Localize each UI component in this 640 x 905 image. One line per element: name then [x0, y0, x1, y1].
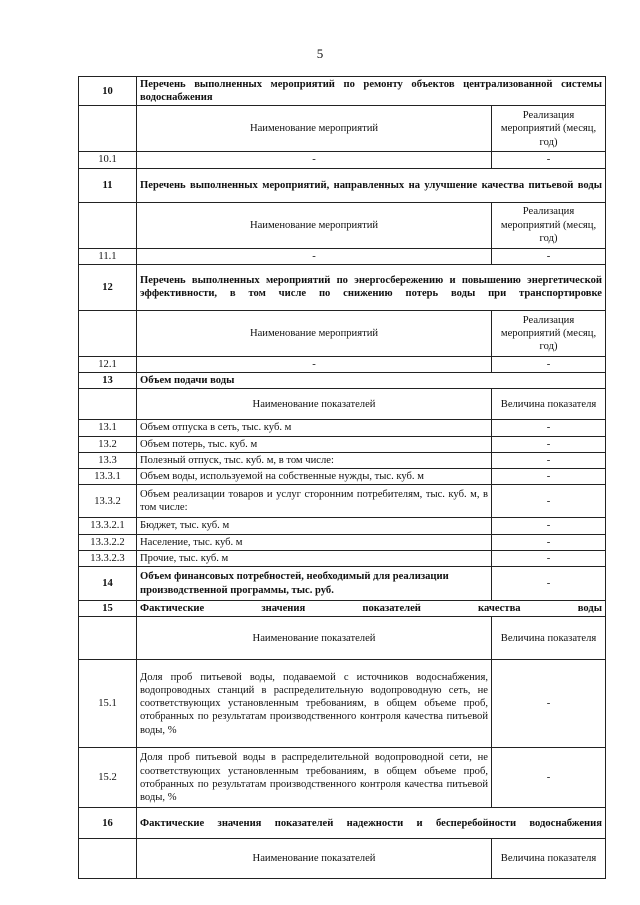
row-number: 15.2	[79, 748, 137, 808]
column-header-value: Реализация мероприятий (месяц, год)	[492, 106, 606, 152]
row-description: -	[137, 248, 492, 264]
column-header-name: Наименование мероприятий	[137, 202, 492, 248]
column-header-name: Наименование показателей	[137, 617, 492, 660]
row-number: 13.3.2.1	[79, 518, 137, 534]
row-number: 15	[79, 601, 137, 617]
table-row-section	[79, 168, 606, 202]
section-title: Фактические значения показателей надежности и бесперебойности водоснабжения	[137, 808, 606, 839]
row-description: Объем потерь, тыс. куб. м	[137, 436, 492, 452]
table-row-section	[79, 77, 606, 106]
row-value: -	[492, 485, 606, 518]
table-row-item	[79, 660, 606, 748]
section-title: Перечень выполненных мероприятий по ремонту объектов централизованной системы водоснабжения	[137, 77, 606, 106]
column-header-name: Наименование мероприятий	[137, 310, 492, 356]
row-number: 13.3.1	[79, 469, 137, 485]
column-header-value: Величина показателя	[492, 617, 606, 660]
row-number: 13	[79, 373, 137, 389]
table-row-bolditem	[79, 567, 606, 601]
row-description: Население, тыс. куб. м	[137, 534, 492, 550]
table-row-item	[79, 152, 606, 168]
row-number: 10	[79, 77, 137, 106]
row-number: 11.1	[79, 248, 137, 264]
row-value: -	[492, 152, 606, 168]
row-value: -	[492, 420, 606, 436]
row-number: 14	[79, 567, 137, 601]
row-number: 15.1	[79, 660, 137, 748]
table-row-item	[79, 518, 606, 534]
section-title: Перечень выполненных мероприятий, направленных на улучшение качества питьевой воды	[137, 168, 606, 202]
column-header-value: Величина показателя	[492, 389, 606, 420]
row-value: -	[492, 356, 606, 372]
row-description: Доля проб питьевой воды, подаваемой с источников водоснабжения, водопроводных станций в распределительную водопроводную сеть, не соответствующих установленным требованиям, в общем объеме проб, отобранных по результатам производственного контроля качества питьевой воды, %	[137, 660, 492, 748]
table-row-item	[79, 420, 606, 436]
row-number: 11	[79, 168, 137, 202]
section-title: Перечень выполненных мероприятий по энергосбережению и повышению энергетической эффективности, в том числе по снижению потерь воды при транспортировке	[137, 264, 606, 310]
row-value: -	[492, 567, 606, 601]
table-row-item	[79, 452, 606, 468]
column-header-name: Наименование мероприятий	[137, 106, 492, 152]
row-number	[79, 310, 137, 356]
table-row-section	[79, 601, 606, 617]
table-row-item	[79, 485, 606, 518]
row-number	[79, 839, 137, 879]
row-value: -	[492, 550, 606, 566]
row-number: 13.3	[79, 452, 137, 468]
row-number: 13.2	[79, 436, 137, 452]
section-title: Фактические значения показателей качества воды	[137, 601, 606, 617]
row-number: 13.3.2.3	[79, 550, 137, 566]
table-row-section	[79, 808, 606, 839]
row-number: 13.1	[79, 420, 137, 436]
row-description: Бюджет, тыс. куб. м	[137, 518, 492, 534]
table-row-header	[79, 202, 606, 248]
row-description: Доля проб питьевой воды в распределительной водопроводной сети, не соответствующих установленным требованиям, в общем объеме проб, отобранных по результатам производственного контроля качества питьевой воды, %	[137, 748, 492, 808]
section-title: Объем подачи воды	[137, 373, 606, 389]
row-description: Прочие, тыс. куб. м	[137, 550, 492, 566]
row-value: -	[492, 436, 606, 452]
column-header-value: Реализация мероприятий (месяц, год)	[492, 202, 606, 248]
table-row-header	[79, 389, 606, 420]
row-value: -	[492, 248, 606, 264]
column-header-value: Реализация мероприятий (месяц, год)	[492, 310, 606, 356]
report-table-body	[79, 77, 606, 879]
row-value: -	[492, 518, 606, 534]
column-header-value: Величина показателя	[492, 839, 606, 879]
table-row-item	[79, 534, 606, 550]
row-description: Объем воды, используемой на собственные нужды, тыс. куб. м	[137, 469, 492, 485]
row-number: 12.1	[79, 356, 137, 372]
row-number: 13.3.2	[79, 485, 137, 518]
column-header-name: Наименование показателей	[137, 839, 492, 879]
table-row-section	[79, 373, 606, 389]
table-row-header	[79, 106, 606, 152]
row-value: -	[492, 748, 606, 808]
table-row-section	[79, 264, 606, 310]
table-row-item	[79, 469, 606, 485]
table-row-header	[79, 839, 606, 879]
table-row-header	[79, 617, 606, 660]
row-description: -	[137, 152, 492, 168]
row-number: 12	[79, 264, 137, 310]
row-description: Объем финансовых потребностей, необходимый для реализации производственной программы, тыс. руб.	[137, 567, 492, 601]
row-number: 16	[79, 808, 137, 839]
page-number: 5	[316, 46, 324, 61]
table-row-item	[79, 248, 606, 264]
row-description: Полезный отпуск, тыс. куб. м, в том числе:	[137, 452, 492, 468]
row-number: 13.3.2.2	[79, 534, 137, 550]
row-description: -	[137, 356, 492, 372]
row-value: -	[492, 534, 606, 550]
column-header-name: Наименование показателей	[137, 389, 492, 420]
row-number	[79, 389, 137, 420]
row-value: -	[492, 469, 606, 485]
row-number: 10.1	[79, 152, 137, 168]
row-number	[79, 617, 137, 660]
row-number	[79, 106, 137, 152]
table-row-item	[79, 550, 606, 566]
row-description: Объем отпуска в сеть, тыс. куб. м	[137, 420, 492, 436]
row-value: -	[492, 660, 606, 748]
report-table	[78, 76, 606, 879]
table-row-header	[79, 310, 606, 356]
table-row-item	[79, 356, 606, 372]
row-number	[79, 202, 137, 248]
row-description: Объем реализации товаров и услуг сторонним потребителям, тыс. куб. м, в том числе:	[137, 485, 492, 518]
table-row-item	[79, 436, 606, 452]
table-row-item	[79, 748, 606, 808]
row-value: -	[492, 452, 606, 468]
